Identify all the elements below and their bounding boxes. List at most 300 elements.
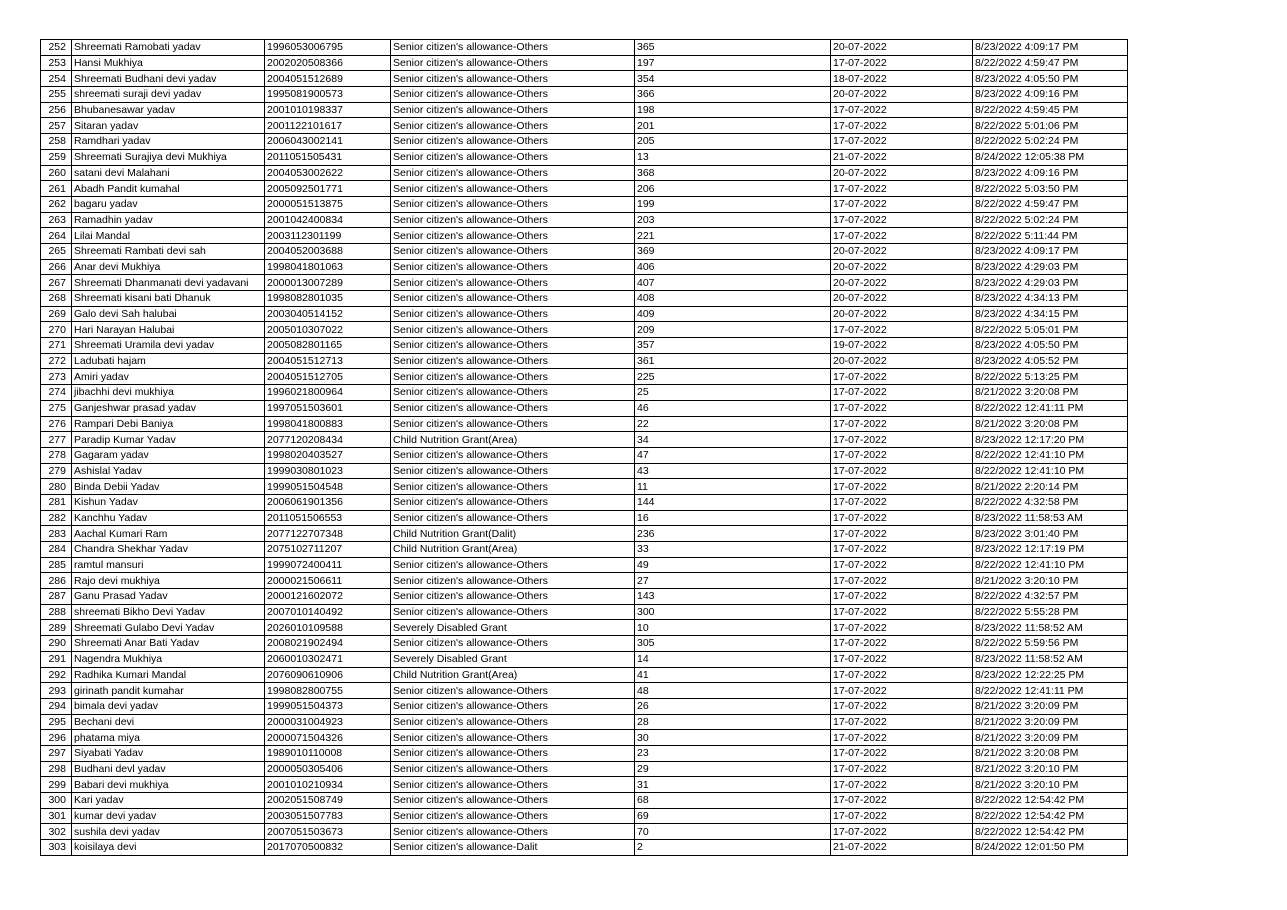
timestamp-cell: 8/22/2022 12:54:42 PM xyxy=(973,824,1128,840)
record-number-cell: 49 xyxy=(635,557,831,573)
serial-number-cell: 264 xyxy=(41,228,72,244)
record-number-cell: 26 xyxy=(635,698,831,714)
serial-number-cell: 276 xyxy=(41,416,72,432)
serial-number-cell: 285 xyxy=(41,557,72,573)
record-number-cell: 14 xyxy=(635,651,831,667)
serial-number-cell: 303 xyxy=(41,840,72,856)
table-row xyxy=(41,400,1128,416)
serial-number-cell: 281 xyxy=(41,494,72,510)
date-cell: 17-07-2022 xyxy=(831,777,973,793)
beneficiary-name-cell: bagaru yadav xyxy=(72,196,265,212)
timestamp-cell: 8/22/2022 5:13:25 PM xyxy=(973,369,1128,385)
id-number-cell: 1998041800883 xyxy=(265,416,391,432)
date-cell: 17-07-2022 xyxy=(831,745,973,761)
date-cell: 17-07-2022 xyxy=(831,494,973,510)
allowance-type-cell: Child Nutrition Grant(Dalit) xyxy=(391,526,635,542)
record-number-cell: 22 xyxy=(635,416,831,432)
table-row xyxy=(41,243,1128,259)
record-number-cell: 30 xyxy=(635,730,831,746)
table-row xyxy=(41,793,1128,809)
beneficiary-name-cell: Hansi Mukhiya xyxy=(72,55,265,71)
allowance-type-cell: Senior citizen's allowance-Others xyxy=(391,730,635,746)
beneficiary-name-cell: jibachhi devi mukhiya xyxy=(72,385,265,401)
id-number-cell: 2076090610906 xyxy=(265,667,391,683)
timestamp-cell: 8/23/2022 4:09:17 PM xyxy=(973,243,1128,259)
allowance-type-cell: Senior citizen's allowance-Others xyxy=(391,447,635,463)
beneficiary-name-cell: Aachal Kumari Ram xyxy=(72,526,265,542)
timestamp-cell: 8/24/2022 12:05:38 PM xyxy=(973,149,1128,165)
beneficiary-name-cell: Hari Narayan Halubai xyxy=(72,322,265,338)
serial-number-cell: 271 xyxy=(41,338,72,354)
table-row xyxy=(41,604,1128,620)
record-number-cell: 143 xyxy=(635,589,831,605)
serial-number-cell: 290 xyxy=(41,636,72,652)
id-number-cell: 2004051512713 xyxy=(265,353,391,369)
record-number-cell: 365 xyxy=(635,40,831,56)
serial-number-cell: 299 xyxy=(41,777,72,793)
date-cell: 21-07-2022 xyxy=(831,840,973,856)
table-row xyxy=(41,87,1128,103)
beneficiary-name-cell: Chandra Shekhar Yadav xyxy=(72,542,265,558)
table-row xyxy=(41,557,1128,573)
date-cell: 17-07-2022 xyxy=(831,542,973,558)
id-number-cell: 2011051505431 xyxy=(265,149,391,165)
allowance-type-cell: Senior citizen's allowance-Others xyxy=(391,400,635,416)
date-cell: 19-07-2022 xyxy=(831,338,973,354)
id-number-cell: 1996021800964 xyxy=(265,385,391,401)
allowance-type-cell: Senior citizen's allowance-Others xyxy=(391,557,635,573)
date-cell: 17-07-2022 xyxy=(831,526,973,542)
date-cell: 17-07-2022 xyxy=(831,416,973,432)
beneficiary-name-cell: shreemati suraji devi yadav xyxy=(72,87,265,103)
serial-number-cell: 272 xyxy=(41,353,72,369)
allowance-type-cell: Senior citizen's allowance-Others xyxy=(391,291,635,307)
date-cell: 17-07-2022 xyxy=(831,510,973,526)
table-row xyxy=(41,589,1128,605)
id-number-cell: 1997051503601 xyxy=(265,400,391,416)
serial-number-cell: 259 xyxy=(41,149,72,165)
timestamp-cell: 8/22/2022 12:41:10 PM xyxy=(973,557,1128,573)
beneficiary-name-cell: Rajo devi mukhiya xyxy=(72,573,265,589)
table-row xyxy=(41,385,1128,401)
id-number-cell: 2004051512705 xyxy=(265,369,391,385)
timestamp-cell: 8/21/2022 3:20:09 PM xyxy=(973,698,1128,714)
record-number-cell: 407 xyxy=(635,275,831,291)
id-number-cell: 2000021506611 xyxy=(265,573,391,589)
beneficiary-name-cell: Shreemati Budhani devi yadav xyxy=(72,71,265,87)
allowance-type-cell: Senior citizen's allowance-Others xyxy=(391,306,635,322)
serial-number-cell: 275 xyxy=(41,400,72,416)
id-number-cell: 2077120208434 xyxy=(265,432,391,448)
timestamp-cell: 8/21/2022 3:20:09 PM xyxy=(973,714,1128,730)
date-cell: 20-07-2022 xyxy=(831,87,973,103)
record-number-cell: 354 xyxy=(635,71,831,87)
date-cell: 17-07-2022 xyxy=(831,102,973,118)
timestamp-cell: 8/23/2022 4:34:15 PM xyxy=(973,306,1128,322)
table-row xyxy=(41,196,1128,212)
beneficiary-name-cell: kumar devi yadav xyxy=(72,808,265,824)
date-cell: 17-07-2022 xyxy=(831,604,973,620)
beneficiary-name-cell: phatama miya xyxy=(72,730,265,746)
id-number-cell: 1998082800755 xyxy=(265,683,391,699)
allowance-type-cell: Senior citizen's allowance-Others xyxy=(391,824,635,840)
table-row xyxy=(41,620,1128,636)
serial-number-cell: 277 xyxy=(41,432,72,448)
timestamp-cell: 8/23/2022 11:58:52 AM xyxy=(973,620,1128,636)
allowance-type-cell: Senior citizen's allowance-Others xyxy=(391,102,635,118)
beneficiary-name-cell: Ladubati hajam xyxy=(72,353,265,369)
allowance-type-cell: Senior citizen's allowance-Others xyxy=(391,338,635,354)
id-number-cell: 2006043002141 xyxy=(265,134,391,150)
record-number-cell: 409 xyxy=(635,306,831,322)
date-cell: 20-07-2022 xyxy=(831,353,973,369)
id-number-cell: 1999072400411 xyxy=(265,557,391,573)
serial-number-cell: 297 xyxy=(41,745,72,761)
beneficiary-name-cell: Bhubanesawar yadav xyxy=(72,102,265,118)
record-number-cell: 221 xyxy=(635,228,831,244)
date-cell: 20-07-2022 xyxy=(831,243,973,259)
beneficiary-name-cell: Babari devi mukhiya xyxy=(72,777,265,793)
date-cell: 17-07-2022 xyxy=(831,651,973,667)
serial-number-cell: 286 xyxy=(41,573,72,589)
id-number-cell: 1999030801023 xyxy=(265,463,391,479)
serial-number-cell: 268 xyxy=(41,291,72,307)
allowance-type-cell: Child Nutrition Grant(Area) xyxy=(391,667,635,683)
id-number-cell: 2005010307022 xyxy=(265,322,391,338)
serial-number-cell: 294 xyxy=(41,698,72,714)
record-number-cell: 305 xyxy=(635,636,831,652)
serial-number-cell: 270 xyxy=(41,322,72,338)
date-cell: 17-07-2022 xyxy=(831,479,973,495)
table-row xyxy=(41,447,1128,463)
record-number-cell: 199 xyxy=(635,196,831,212)
id-number-cell: 2077122707348 xyxy=(265,526,391,542)
table-row xyxy=(41,494,1128,510)
allowance-type-cell: Senior citizen's allowance-Others xyxy=(391,369,635,385)
serial-number-cell: 255 xyxy=(41,87,72,103)
timestamp-cell: 8/22/2022 12:41:10 PM xyxy=(973,447,1128,463)
id-number-cell: 2002020508366 xyxy=(265,55,391,71)
date-cell: 17-07-2022 xyxy=(831,667,973,683)
allowance-type-cell: Senior citizen's allowance-Others xyxy=(391,165,635,181)
serial-number-cell: 284 xyxy=(41,542,72,558)
timestamp-cell: 8/22/2022 4:32:58 PM xyxy=(973,494,1128,510)
timestamp-cell: 8/23/2022 11:58:53 AM xyxy=(973,510,1128,526)
date-cell: 17-07-2022 xyxy=(831,698,973,714)
timestamp-cell: 8/22/2022 12:41:11 PM xyxy=(973,683,1128,699)
allowance-type-cell: Senior citizen's allowance-Others xyxy=(391,793,635,809)
table-row xyxy=(41,416,1128,432)
id-number-cell: 2000031004923 xyxy=(265,714,391,730)
table-row xyxy=(41,526,1128,542)
date-cell: 17-07-2022 xyxy=(831,589,973,605)
timestamp-cell: 8/23/2022 12:17:20 PM xyxy=(973,432,1128,448)
date-cell: 20-07-2022 xyxy=(831,275,973,291)
id-number-cell: 2003112301199 xyxy=(265,228,391,244)
beneficiary-name-cell: Ganjeshwar prasad yadav xyxy=(72,400,265,416)
timestamp-cell: 8/23/2022 3:01:40 PM xyxy=(973,526,1128,542)
allowance-type-cell: Senior citizen's allowance-Others xyxy=(391,353,635,369)
timestamp-cell: 8/22/2022 12:41:11 PM xyxy=(973,400,1128,416)
beneficiary-name-cell: Kishun Yadav xyxy=(72,494,265,510)
serial-number-cell: 266 xyxy=(41,259,72,275)
record-number-cell: 68 xyxy=(635,793,831,809)
table-row xyxy=(41,369,1128,385)
allowance-type-cell: Senior citizen's allowance-Others xyxy=(391,510,635,526)
timestamp-cell: 8/22/2022 5:05:01 PM xyxy=(973,322,1128,338)
id-number-cell: 1999051504373 xyxy=(265,698,391,714)
beneficiary-name-cell: Ramdhari yadav xyxy=(72,134,265,150)
timestamp-cell: 8/24/2022 12:01:50 PM xyxy=(973,840,1128,856)
record-number-cell: 23 xyxy=(635,745,831,761)
record-number-cell: 28 xyxy=(635,714,831,730)
date-cell: 17-07-2022 xyxy=(831,196,973,212)
record-number-cell: 205 xyxy=(635,134,831,150)
id-number-cell: 2000071504326 xyxy=(265,730,391,746)
serial-number-cell: 282 xyxy=(41,510,72,526)
id-number-cell: 2002051508749 xyxy=(265,793,391,809)
date-cell: 17-07-2022 xyxy=(831,134,973,150)
date-cell: 20-07-2022 xyxy=(831,259,973,275)
date-cell: 17-07-2022 xyxy=(831,636,973,652)
serial-number-cell: 267 xyxy=(41,275,72,291)
table-body xyxy=(41,40,1128,856)
timestamp-cell: 8/23/2022 4:05:52 PM xyxy=(973,353,1128,369)
timestamp-cell: 8/21/2022 3:20:08 PM xyxy=(973,745,1128,761)
allowance-type-cell: Child Nutrition Grant(Area) xyxy=(391,432,635,448)
timestamp-cell: 8/22/2022 12:54:42 PM xyxy=(973,808,1128,824)
allowance-type-cell: Senior citizen's allowance-Others xyxy=(391,745,635,761)
allowance-type-cell: Severely Disabled Grant xyxy=(391,651,635,667)
id-number-cell: 2011051506553 xyxy=(265,510,391,526)
beneficiary-name-cell: Gagaram yadav xyxy=(72,447,265,463)
table-row xyxy=(41,636,1128,652)
timestamp-cell: 8/23/2022 4:05:50 PM xyxy=(973,71,1128,87)
beneficiary-name-cell: ramtul mansuri xyxy=(72,557,265,573)
serial-number-cell: 257 xyxy=(41,118,72,134)
id-number-cell: 2007010140492 xyxy=(265,604,391,620)
date-cell: 20-07-2022 xyxy=(831,165,973,181)
beneficiary-name-cell: Shreemati Dhanmanati devi yadavani xyxy=(72,275,265,291)
id-number-cell: 1995081900573 xyxy=(265,87,391,103)
record-number-cell: 236 xyxy=(635,526,831,542)
date-cell: 17-07-2022 xyxy=(831,573,973,589)
record-number-cell: 70 xyxy=(635,824,831,840)
table-row xyxy=(41,745,1128,761)
table-row xyxy=(41,181,1128,197)
serial-number-cell: 254 xyxy=(41,71,72,87)
id-number-cell: 2003051507783 xyxy=(265,808,391,824)
allowance-type-cell: Child Nutrition Grant(Area) xyxy=(391,542,635,558)
beneficiary-name-cell: Shreemati Gulabo Devi Yadav xyxy=(72,620,265,636)
beneficiary-name-cell: bimala devi yadav xyxy=(72,698,265,714)
allowance-type-cell: Senior citizen's allowance-Others xyxy=(391,149,635,165)
date-cell: 21-07-2022 xyxy=(831,149,973,165)
record-number-cell: 10 xyxy=(635,620,831,636)
date-cell: 17-07-2022 xyxy=(831,683,973,699)
beneficiary-name-cell: girinath pandit kumahar xyxy=(72,683,265,699)
id-number-cell: 2001010198337 xyxy=(265,102,391,118)
table-row xyxy=(41,651,1128,667)
timestamp-cell: 8/22/2022 4:32:57 PM xyxy=(973,589,1128,605)
record-number-cell: 203 xyxy=(635,212,831,228)
allowance-type-cell: Senior citizen's allowance-Others xyxy=(391,40,635,56)
id-number-cell: 2017070500832 xyxy=(265,840,391,856)
beneficiary-name-cell: Budhani devl yadav xyxy=(72,761,265,777)
id-number-cell: 2000051513875 xyxy=(265,196,391,212)
timestamp-cell: 8/22/2022 5:03:50 PM xyxy=(973,181,1128,197)
id-number-cell: 1998082801035 xyxy=(265,291,391,307)
table-row xyxy=(41,542,1128,558)
date-cell: 18-07-2022 xyxy=(831,71,973,87)
table-row xyxy=(41,761,1128,777)
beneficiary-name-cell: Ramadhin yadav xyxy=(72,212,265,228)
allowance-type-cell: Senior citizen's allowance-Others xyxy=(391,228,635,244)
timestamp-cell: 8/23/2022 12:17:19 PM xyxy=(973,542,1128,558)
beneficiary-name-cell: Shreemati Ramobati yadav xyxy=(72,40,265,56)
timestamp-cell: 8/21/2022 3:20:08 PM xyxy=(973,416,1128,432)
id-number-cell: 1998020403527 xyxy=(265,447,391,463)
beneficiary-name-cell: Paradip Kumar Yadav xyxy=(72,432,265,448)
allowance-type-cell: Senior citizen's allowance-Others xyxy=(391,243,635,259)
id-number-cell: 2000013007289 xyxy=(265,275,391,291)
id-number-cell: 2006061901356 xyxy=(265,494,391,510)
serial-number-cell: 295 xyxy=(41,714,72,730)
timestamp-cell: 8/22/2022 5:01:06 PM xyxy=(973,118,1128,134)
table-row xyxy=(41,777,1128,793)
beneficiary-name-cell: Sitaran yadav xyxy=(72,118,265,134)
serial-number-cell: 256 xyxy=(41,102,72,118)
serial-number-cell: 261 xyxy=(41,181,72,197)
record-number-cell: 198 xyxy=(635,102,831,118)
record-number-cell: 206 xyxy=(635,181,831,197)
timestamp-cell: 8/22/2022 4:59:47 PM xyxy=(973,196,1128,212)
record-number-cell: 29 xyxy=(635,761,831,777)
timestamp-cell: 8/22/2022 12:54:42 PM xyxy=(973,793,1128,809)
record-number-cell: 13 xyxy=(635,149,831,165)
table-row xyxy=(41,259,1128,275)
record-number-cell: 27 xyxy=(635,573,831,589)
allowance-type-cell: Senior citizen's allowance-Dalit xyxy=(391,840,635,856)
timestamp-cell: 8/23/2022 4:34:13 PM xyxy=(973,291,1128,307)
record-number-cell: 25 xyxy=(635,385,831,401)
table-row xyxy=(41,165,1128,181)
timestamp-cell: 8/22/2022 5:02:24 PM xyxy=(973,212,1128,228)
timestamp-cell: 8/23/2022 4:09:17 PM xyxy=(973,40,1128,56)
date-cell: 17-07-2022 xyxy=(831,432,973,448)
record-number-cell: 225 xyxy=(635,369,831,385)
timestamp-cell: 8/23/2022 4:05:50 PM xyxy=(973,338,1128,354)
allowance-type-cell: Senior citizen's allowance-Others xyxy=(391,134,635,150)
table-row xyxy=(41,808,1128,824)
timestamp-cell: 8/21/2022 3:20:09 PM xyxy=(973,730,1128,746)
record-number-cell: 46 xyxy=(635,400,831,416)
beneficiary-table xyxy=(40,39,1128,856)
table-row xyxy=(41,353,1128,369)
allowance-type-cell: Senior citizen's allowance-Others xyxy=(391,196,635,212)
table-row xyxy=(41,306,1128,322)
record-number-cell: 408 xyxy=(635,291,831,307)
timestamp-cell: 8/23/2022 4:29:03 PM xyxy=(973,275,1128,291)
record-number-cell: 31 xyxy=(635,777,831,793)
beneficiary-name-cell: Galo devi Sah halubai xyxy=(72,306,265,322)
date-cell: 17-07-2022 xyxy=(831,181,973,197)
beneficiary-name-cell: Kanchhu Yadav xyxy=(72,510,265,526)
allowance-type-cell: Senior citizen's allowance-Others xyxy=(391,761,635,777)
table-row xyxy=(41,479,1128,495)
date-cell: 17-07-2022 xyxy=(831,557,973,573)
table-row xyxy=(41,322,1128,338)
allowance-type-cell: Senior citizen's allowance-Others xyxy=(391,698,635,714)
record-number-cell: 201 xyxy=(635,118,831,134)
serial-number-cell: 302 xyxy=(41,824,72,840)
timestamp-cell: 8/22/2022 5:02:24 PM xyxy=(973,134,1128,150)
beneficiary-name-cell: Bechani devi xyxy=(72,714,265,730)
id-number-cell: 2003040514152 xyxy=(265,306,391,322)
table-row xyxy=(41,714,1128,730)
beneficiary-name-cell: Radhika Kumari Mandal xyxy=(72,667,265,683)
allowance-type-cell: Senior citizen's allowance-Others xyxy=(391,683,635,699)
table-row xyxy=(41,573,1128,589)
beneficiary-name-cell: Shreemati Surajiya devi Mukhiya xyxy=(72,149,265,165)
table-row xyxy=(41,667,1128,683)
serial-number-cell: 280 xyxy=(41,479,72,495)
serial-number-cell: 283 xyxy=(41,526,72,542)
record-number-cell: 48 xyxy=(635,683,831,699)
id-number-cell: 1998041801063 xyxy=(265,259,391,275)
serial-number-cell: 300 xyxy=(41,793,72,809)
table-row xyxy=(41,683,1128,699)
timestamp-cell: 8/22/2022 5:59:56 PM xyxy=(973,636,1128,652)
beneficiary-name-cell: shreemati Bikho Devi Yadav xyxy=(72,604,265,620)
record-number-cell: 41 xyxy=(635,667,831,683)
serial-number-cell: 279 xyxy=(41,463,72,479)
date-cell: 17-07-2022 xyxy=(831,55,973,71)
serial-number-cell: 273 xyxy=(41,369,72,385)
beneficiary-name-cell: Ganu Prasad Yadav xyxy=(72,589,265,605)
allowance-type-cell: Senior citizen's allowance-Others xyxy=(391,55,635,71)
table-row xyxy=(41,118,1128,134)
table-row xyxy=(41,102,1128,118)
table-row xyxy=(41,275,1128,291)
timestamp-cell: 8/23/2022 4:09:16 PM xyxy=(973,165,1128,181)
table-row xyxy=(41,291,1128,307)
timestamp-cell: 8/22/2022 4:59:45 PM xyxy=(973,102,1128,118)
record-number-cell: 366 xyxy=(635,87,831,103)
record-number-cell: 16 xyxy=(635,510,831,526)
id-number-cell: 2001042400834 xyxy=(265,212,391,228)
id-number-cell: 2000121602072 xyxy=(265,589,391,605)
allowance-type-cell: Senior citizen's allowance-Others xyxy=(391,494,635,510)
serial-number-cell: 289 xyxy=(41,620,72,636)
serial-number-cell: 293 xyxy=(41,683,72,699)
allowance-type-cell: Senior citizen's allowance-Others xyxy=(391,808,635,824)
date-cell: 17-07-2022 xyxy=(831,118,973,134)
record-number-cell: 2 xyxy=(635,840,831,856)
record-number-cell: 369 xyxy=(635,243,831,259)
serial-number-cell: 292 xyxy=(41,667,72,683)
record-number-cell: 69 xyxy=(635,808,831,824)
allowance-type-cell: Senior citizen's allowance-Others xyxy=(391,777,635,793)
record-number-cell: 209 xyxy=(635,322,831,338)
serial-number-cell: 262 xyxy=(41,196,72,212)
serial-number-cell: 252 xyxy=(41,40,72,56)
date-cell: 17-07-2022 xyxy=(831,212,973,228)
date-cell: 17-07-2022 xyxy=(831,714,973,730)
id-number-cell: 1989010110008 xyxy=(265,745,391,761)
table-row xyxy=(41,338,1128,354)
id-number-cell: 2075102711207 xyxy=(265,542,391,558)
